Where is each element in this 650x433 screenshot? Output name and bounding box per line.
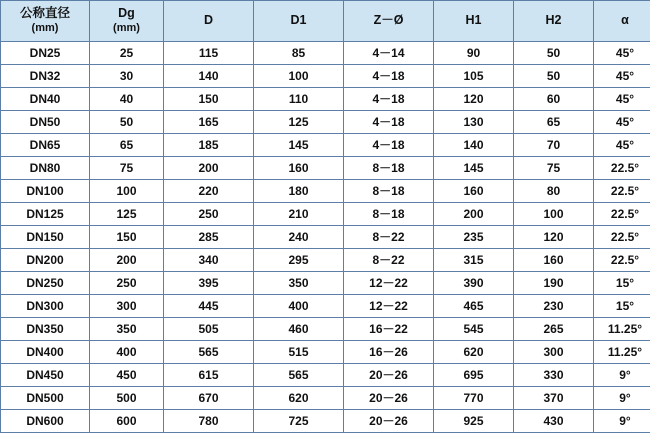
table-cell: 40 (90, 88, 164, 111)
table-row (1, 65, 650, 88)
table-cell: 180 (254, 180, 344, 203)
table-row (1, 134, 650, 157)
table-row (1, 203, 650, 226)
table-cell: 390 (434, 272, 514, 295)
table-row (1, 318, 650, 341)
table-cell: 300 (514, 341, 594, 364)
column-header-z-hole (344, 1, 434, 42)
table-cell: 50 (514, 65, 594, 88)
column-header-h1 (434, 1, 514, 42)
table-cell: 115 (164, 42, 254, 65)
table-cell: 20－26 (344, 410, 434, 433)
table-cell: 250 (90, 272, 164, 295)
table-cell: 4－18 (344, 134, 434, 157)
table-cell: 15° (594, 295, 650, 318)
table-cell-nominal-diameter: DN150 (1, 226, 90, 249)
table-row (1, 111, 650, 134)
table-cell: 200 (90, 249, 164, 272)
table-cell: 185 (164, 134, 254, 157)
table-cell: 695 (434, 364, 514, 387)
column-header-d1 (254, 1, 344, 42)
table-cell: 565 (254, 364, 344, 387)
table-cell: 120 (514, 226, 594, 249)
table-cell-nominal-diameter: DN65 (1, 134, 90, 157)
table-cell-nominal-diameter: DN350 (1, 318, 90, 341)
table-cell: 11.25° (594, 341, 650, 364)
table-cell: 395 (164, 272, 254, 295)
table-row (1, 226, 650, 249)
table-cell: 160 (514, 249, 594, 272)
column-header-main-text: α (621, 13, 629, 27)
table-cell: 12－22 (344, 272, 434, 295)
table-cell: 770 (434, 387, 514, 410)
table-cell: 130 (434, 111, 514, 134)
column-header-d (164, 1, 254, 42)
table-cell: 450 (90, 364, 164, 387)
table-cell: 505 (164, 318, 254, 341)
table-cell: 65 (514, 111, 594, 134)
table-cell: 445 (164, 295, 254, 318)
table-cell: 400 (254, 295, 344, 318)
table-cell: 45° (594, 111, 650, 134)
table-cell: 200 (164, 157, 254, 180)
column-header-main-text: D (204, 13, 213, 27)
column-header-main-text: D1 (291, 13, 307, 27)
table-cell: 125 (90, 203, 164, 226)
table-row (1, 249, 650, 272)
table-cell: 285 (164, 226, 254, 249)
table-cell: 8－18 (344, 157, 434, 180)
table-row (1, 180, 650, 203)
table-cell-nominal-diameter: DN400 (1, 341, 90, 364)
table-cell: 145 (434, 157, 514, 180)
table-cell: 780 (164, 410, 254, 433)
table-cell: 22.5° (594, 180, 650, 203)
table-cell: 190 (514, 272, 594, 295)
table-cell: 120 (434, 88, 514, 111)
table-row (1, 88, 650, 111)
table-cell: 8－22 (344, 249, 434, 272)
table-cell: 165 (164, 111, 254, 134)
table-cell-nominal-diameter: DN25 (1, 42, 90, 65)
table-cell: 4－14 (344, 42, 434, 65)
table-cell-nominal-diameter: DN125 (1, 203, 90, 226)
column-header-main-text: H1 (466, 13, 482, 27)
table-cell-nominal-diameter: DN32 (1, 65, 90, 88)
table-cell-nominal-diameter: DN450 (1, 364, 90, 387)
column-header-nominal-diameter (1, 1, 90, 42)
column-header-main-text: Z－Ø (374, 13, 404, 27)
table-cell: 430 (514, 410, 594, 433)
table-cell: 615 (164, 364, 254, 387)
table-cell: 4－18 (344, 65, 434, 88)
table-cell: 12－22 (344, 295, 434, 318)
column-header-alpha (594, 1, 650, 42)
table-row (1, 341, 650, 364)
table-cell: 100 (514, 203, 594, 226)
table-cell: 150 (90, 226, 164, 249)
table-cell: 565 (164, 341, 254, 364)
table-cell: 670 (164, 387, 254, 410)
table-cell: 25 (90, 42, 164, 65)
table-body (1, 42, 650, 433)
table-row (1, 157, 650, 180)
table-cell: 465 (434, 295, 514, 318)
table-cell: 15° (594, 272, 650, 295)
table-cell: 9° (594, 387, 650, 410)
table-row (1, 364, 650, 387)
table-cell: 75 (514, 157, 594, 180)
table-cell: 70 (514, 134, 594, 157)
table-cell: 50 (90, 111, 164, 134)
table-cell-nominal-diameter: DN200 (1, 249, 90, 272)
table-cell: 370 (514, 387, 594, 410)
column-header-main-text: Dg (118, 6, 135, 20)
table-cell: 340 (164, 249, 254, 272)
table-cell: 45° (594, 134, 650, 157)
table-row (1, 272, 650, 295)
table-cell: 500 (90, 387, 164, 410)
table-cell: 8－18 (344, 203, 434, 226)
table-cell: 45° (594, 42, 650, 65)
table-cell: 11.25° (594, 318, 650, 341)
table-cell: 400 (90, 341, 164, 364)
column-header-sub-text: (mm) (90, 22, 163, 36)
table-cell: 30 (90, 65, 164, 88)
table-cell: 45° (594, 88, 650, 111)
table-cell: 50 (514, 42, 594, 65)
table-cell: 85 (254, 42, 344, 65)
table-cell: 545 (434, 318, 514, 341)
table-cell: 160 (254, 157, 344, 180)
table-cell: 925 (434, 410, 514, 433)
table-cell: 460 (254, 318, 344, 341)
table-cell: 140 (164, 65, 254, 88)
table-cell: 350 (254, 272, 344, 295)
table-cell: 620 (434, 341, 514, 364)
table-cell: 105 (434, 65, 514, 88)
table-row (1, 410, 650, 433)
table-cell: 140 (434, 134, 514, 157)
table-cell: 90 (434, 42, 514, 65)
table-cell: 22.5° (594, 157, 650, 180)
table-cell: 230 (514, 295, 594, 318)
table-cell: 200 (434, 203, 514, 226)
table-row (1, 42, 650, 65)
table-cell: 4－18 (344, 111, 434, 134)
table-cell: 100 (90, 180, 164, 203)
table-cell: 125 (254, 111, 344, 134)
table-cell: 16－26 (344, 341, 434, 364)
column-header-dg (90, 1, 164, 42)
table-cell: 350 (90, 318, 164, 341)
table-cell: 9° (594, 364, 650, 387)
table-cell: 300 (90, 295, 164, 318)
table-cell: 22.5° (594, 203, 650, 226)
table-cell: 620 (254, 387, 344, 410)
table-cell: 20－26 (344, 364, 434, 387)
table-cell: 100 (254, 65, 344, 88)
table-row (1, 387, 650, 410)
column-header-main-text: H2 (546, 13, 562, 27)
table-cell: 65 (90, 134, 164, 157)
table-cell: 4－18 (344, 88, 434, 111)
column-header-main-text: 公称直径 (20, 6, 70, 20)
table-cell: 22.5° (594, 226, 650, 249)
table-cell: 8－22 (344, 226, 434, 249)
table-cell: 110 (254, 88, 344, 111)
table-cell: 145 (254, 134, 344, 157)
table-cell: 250 (164, 203, 254, 226)
table-row (1, 295, 650, 318)
table-cell: 45° (594, 65, 650, 88)
table-cell: 265 (514, 318, 594, 341)
table-cell: 9° (594, 410, 650, 433)
table-cell-nominal-diameter: DN50 (1, 111, 90, 134)
table-cell-nominal-diameter: DN500 (1, 387, 90, 410)
table-header (1, 1, 650, 42)
table-cell: 600 (90, 410, 164, 433)
table-cell: 80 (514, 180, 594, 203)
column-header-sub-text: (mm) (1, 22, 89, 36)
table-cell: 295 (254, 249, 344, 272)
table-cell: 20－26 (344, 387, 434, 410)
table-cell: 210 (254, 203, 344, 226)
table-cell: 75 (90, 157, 164, 180)
table-cell-nominal-diameter: DN250 (1, 272, 90, 295)
table-cell: 160 (434, 180, 514, 203)
table-cell: 22.5° (594, 249, 650, 272)
table-cell-nominal-diameter: DN600 (1, 410, 90, 433)
table-cell: 240 (254, 226, 344, 249)
table-cell-nominal-diameter: DN300 (1, 295, 90, 318)
table-cell: 515 (254, 341, 344, 364)
table-cell: 725 (254, 410, 344, 433)
table-cell-nominal-diameter: DN40 (1, 88, 90, 111)
table-header-row (1, 1, 650, 42)
table-cell-nominal-diameter: DN100 (1, 180, 90, 203)
table-cell: 8－18 (344, 180, 434, 203)
table-cell: 330 (514, 364, 594, 387)
table-cell: 315 (434, 249, 514, 272)
column-header-h2 (514, 1, 594, 42)
table-cell-nominal-diameter: DN80 (1, 157, 90, 180)
table-cell: 16－22 (344, 318, 434, 341)
table-cell: 150 (164, 88, 254, 111)
table-cell: 220 (164, 180, 254, 203)
table-cell: 60 (514, 88, 594, 111)
table-cell: 235 (434, 226, 514, 249)
